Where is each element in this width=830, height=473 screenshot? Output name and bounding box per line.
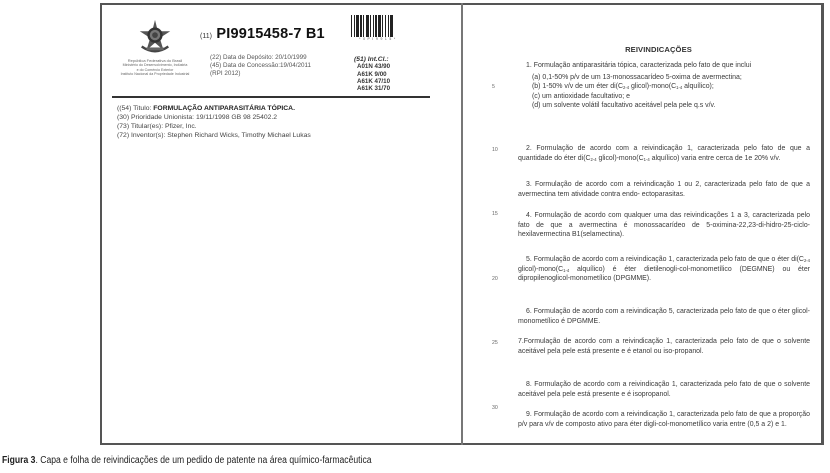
brazil-coat-of-arms-icon — [136, 18, 174, 56]
barcode-bar — [388, 15, 389, 37]
barcode-bar — [385, 15, 386, 37]
line-number: 30 — [492, 405, 498, 411]
emblem-caption-line: Ministério do Desenvolvimento, Indústria — [122, 63, 188, 68]
line-number: 15 — [492, 211, 498, 217]
barcode-bar — [351, 15, 352, 37]
intcl-title: (51) Int.Cl.: — [354, 56, 389, 63]
barcode-bar — [360, 15, 362, 37]
intcl-code: A61K 47/10 — [357, 77, 391, 85]
claim-1-item-d: (d) um solvente volátil facultativo aceitável pela pele q.s v/v. — [532, 102, 716, 109]
claim-7: 7.Formulação de acordo com a reivindicação 1, caracterizada pelo fato de que o solvente aceitável pela pele está presente e é etanol ou iso-propanol. — [518, 338, 810, 355]
claim-2: 2. Formulação de acordo com a reivindicação 1, caracterizada pelo fato de que a quantidade do éter $di(C_{2-4}$ $glicol)-mono(C_{1-4}$ alquílico) varia entre cerca de 1e 20% v/v. — [518, 145, 810, 162]
barcode-bar — [356, 15, 359, 37]
title-label: ((54) Titulo: — [117, 105, 154, 112]
priority-line: (30) Prioridade Unionista: 19/11/1998 GB 98 25402.2 — [117, 114, 278, 121]
claim-3: 3. Formulação de acordo com a reivindicação 1 ou 2, caracterizada pelo fato de que a avermectina tem atividade contra endo- ectoparasitas. — [518, 181, 810, 198]
int-classification — [354, 56, 390, 92]
title-line — [117, 104, 311, 113]
claim-9: 9. Formulação de acordo com a reivindicação 1, caracterizada pelo fato de que a proporção p/v para v/v de composto ativo para éter digli-col-monometílico varia entre (0,5 a 2) e 1. — [518, 411, 810, 428]
claim-4: 4. Formulação de acordo com qualquer uma das reivindicações 1 a 3, caracterizada pelo fato de que a avermectina é monossacarídeo de 5-oximina-22,23-di-hidro-25-ciclo-hexilavermectina B1(selamectina). — [518, 212, 810, 238]
claim-1-item-a: (a) 0,1-50% p/v de um 13-monossacarídeo 5-oxima de avermectina; — [532, 73, 742, 81]
barcode-bar — [382, 15, 383, 37]
emblem-caption-line: República Federativa do Brasil — [127, 58, 183, 63]
barcode-bar — [375, 15, 377, 37]
emblem-caption — [112, 59, 198, 77]
line-number: 10 — [492, 147, 498, 153]
barcode-digits: *0PI9915* — [359, 37, 398, 41]
emblem-caption-line: e do Comércio Exterior — [136, 67, 174, 72]
publication-number — [200, 25, 325, 43]
barcode-bar — [354, 15, 355, 37]
emblem-caption-line: Instituto Nacional da Propriedade Industrial — [120, 72, 190, 77]
intcl-code: A01N 43/90 — [357, 63, 391, 71]
claims-page — [463, 5, 822, 443]
publication-number-value: PI9915458-7 B1 — [216, 26, 325, 42]
line-number: 5 — [492, 84, 495, 90]
intcl-code: A61K 9/00 — [357, 70, 387, 78]
dates-block — [210, 54, 311, 77]
figure-caption-text: . Capa e folha de reivindicações de um pedido de patente na área químico-farmacêutica — [35, 455, 372, 466]
barcode-icon — [350, 15, 407, 37]
barcode-bar — [378, 15, 381, 37]
grant-date: (45) Data de Concessão:19/04/2011 — [210, 61, 312, 69]
claim-1 — [518, 61, 810, 111]
header-rule — [112, 96, 430, 98]
deposit-date: (22) Data de Depósito: 20/10/1999 — [210, 54, 307, 61]
inventors-line: (72) Inventor(s): Stephen Richard Wicks, Timothy Michael Lukas — [117, 132, 311, 139]
barcode-bar — [390, 15, 393, 37]
title-value: FORMULAÇÃO ANTIPARASITÁRIA TÓPICA. — [153, 105, 295, 112]
figure-label: Figura 3 — [2, 455, 36, 466]
claim-1-item-c: (c) um antioxidade facultativo; e — [532, 92, 630, 100]
barcode-bar — [370, 15, 371, 37]
holder-line: (73) Titular(es): Pfizer, Inc. — [117, 123, 197, 130]
claim-1-item-b: (b) 1-50% v/v de um éter $di(C_{2-4}$ $glicol)-mono(C_{1-4}$ alquílico); — [532, 83, 714, 90]
claim-8: 8. Formulação de acordo com a reivindicação 1, caracterizada pelo fato de que o solvente aceitável pela pele está presente e é isopropanol. — [518, 381, 810, 398]
line-number: 20 — [492, 276, 498, 282]
barcode-bar — [366, 15, 369, 37]
claim-5: 5. Formulação de acordo com a reivindicação 1, caracterizada pelo fato de que o éter $di(C_{2-4}$ $glicol)-mono(C_{1-4}$ alquílico) é éter dietilenogli-col-monometílico (DEGMNE) ou éter dipropilenoglicol-monometílico (DPGMME). — [518, 256, 810, 282]
claims-heading: REIVINDICAÇÕES — [625, 45, 692, 54]
barcode-bar — [373, 15, 374, 37]
patent-cover-page — [102, 5, 461, 443]
claim-1-intro: 1. Formulação antiparasitária tópica, caracterizada pelo fato de que inclui — [526, 62, 752, 69]
barcode-bar — [363, 15, 364, 37]
intcl-code: A61K 31/70 — [357, 85, 391, 93]
publication-prefix: (11) — [200, 33, 212, 40]
bibliographic-data — [117, 104, 311, 140]
rpi-number: (RPI 2012) — [210, 69, 241, 77]
figure-caption — [2, 455, 372, 466]
claim-6: 6. Formulação de acordo com a reivindicação 5, caracterizada pelo fato de que o éter glicol-monometílico é DPGMME. — [518, 308, 810, 325]
line-number: 25 — [492, 340, 498, 346]
